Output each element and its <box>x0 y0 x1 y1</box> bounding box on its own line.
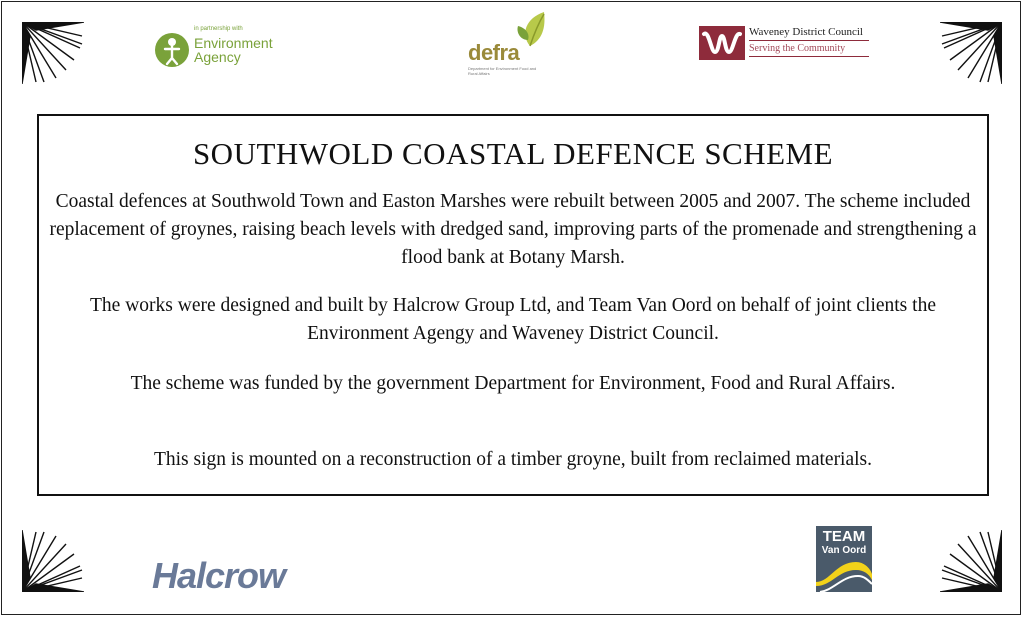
environment-agency-icon <box>154 32 190 68</box>
van-oord-word: Van Oord <box>821 545 867 556</box>
ea-partner-text: in partnership with <box>194 26 243 32</box>
team-wave <box>816 556 872 592</box>
sunburst-icon <box>22 22 84 84</box>
defra-subtitle: Department for Environment Food and Rural Affairs <box>468 66 537 76</box>
sign-paragraph-4: This sign is mounted on a reconstruction of a timber groyne, built from reclaimed materials. <box>153 449 873 470</box>
corner-burst-top-right <box>940 22 1002 84</box>
sunburst-icon <box>940 22 1002 84</box>
sign-panel <box>37 114 989 496</box>
waveney-mark <box>699 26 745 60</box>
ea-name <box>194 36 294 64</box>
corner-burst-bottom-left <box>22 530 84 592</box>
defra-wordmark: defra <box>468 40 520 65</box>
ea-name-line2: Agency <box>194 49 241 65</box>
waveney-name: Waveney District Council <box>749 26 869 41</box>
defra-logo <box>466 10 556 78</box>
waveney-w-icon <box>699 26 745 60</box>
sign-paragraph-3: The scheme was funded by the government Department for Environment, Food and Rural Affairs. <box>130 373 896 394</box>
waveney-council-logo <box>699 26 871 62</box>
sunburst-icon <box>22 530 84 592</box>
sign-paragraph-1: Coastal defences at Southwold Town and Easton Marshes were rebuilt between 2005 and 2007. The scheme included replacement of groynes, raising beach levels with dredged sand, improving parts of the promenade and strengthening a flood bank at Botany Marsh. <box>49 191 977 268</box>
waveney-tagline: Serving the Community <box>749 43 869 57</box>
environment-agency-logo <box>154 26 294 70</box>
sunburst-icon <box>940 530 1002 592</box>
sign-paragraph-2: The works were designed and built by Halcrow Group Ltd, and Team Van Oord on behalf of joint clients the Environment Agengy and Waveney District Council. <box>90 295 936 344</box>
wave-icon <box>816 556 872 592</box>
team-word: TEAM <box>822 528 866 545</box>
corner-burst-top-left <box>22 22 84 84</box>
team-van-oord-logo <box>816 526 872 592</box>
sign-title: SOUTHWOLD COASTAL DEFENCE SCHEME <box>192 136 834 171</box>
corner-burst-bottom-right <box>940 530 1002 592</box>
halcrow-logo: Halcrow <box>152 555 286 596</box>
defra-leaf-icon <box>516 10 552 50</box>
ea-name-line1: Environment <box>194 35 273 51</box>
